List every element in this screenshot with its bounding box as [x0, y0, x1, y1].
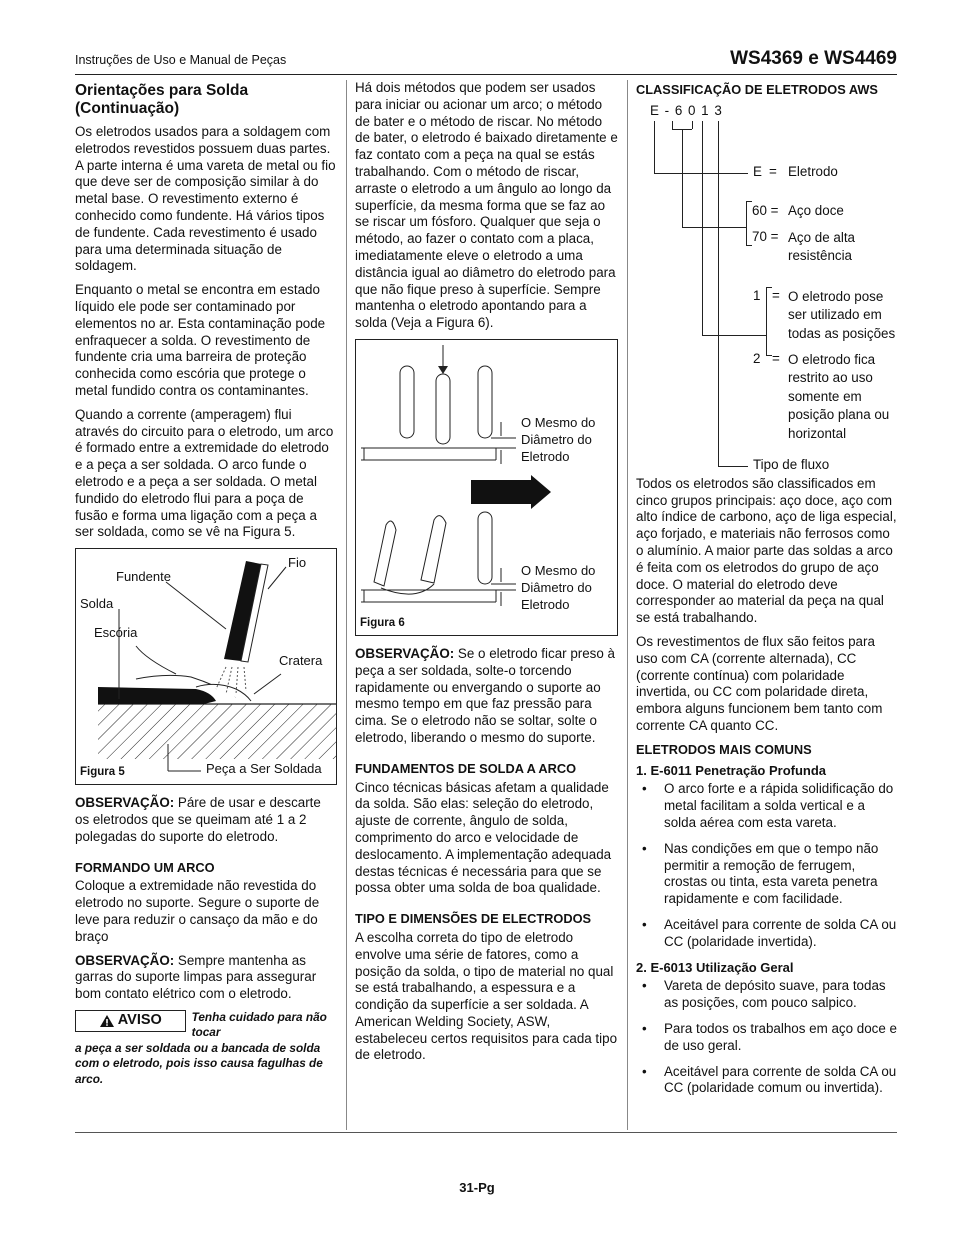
- note-label: OBSERVAÇÃO:: [75, 952, 175, 968]
- bullet-list-6013: [636, 978, 900, 1097]
- aws-key-70: 70 =: [752, 228, 779, 244]
- fig6-label-bottom: O Mesmo do Diâmetro do Eletrodo: [521, 562, 596, 612]
- paragraph: Enquanto o metal se encontra em estado líquido ele pode ser contaminado por elementos no ar. Esta contaminação pode enfraquecer a solda. O revestimento de fundente cria uma barreira de proteção conhecida como escória que protege o metal fundido contra os contaminantes.: [75, 282, 326, 398]
- aws-val-e: Eletrodo: [788, 163, 838, 179]
- section-heading: FUNDAMENTOS DE SOLDA A ARCO: [355, 760, 577, 776]
- aws-val-1: O eletrodo pose ser utilizado em todas as posições: [788, 288, 896, 341]
- footer-rule: [75, 1132, 897, 1133]
- column-divider: [346, 80, 347, 1130]
- aws-code: E - 6 0 1 3: [650, 102, 723, 118]
- list-item: • Vareta de depósito suave, para todas as posições, com pouco salpico.: [636, 978, 900, 1012]
- section-title: Orientações para Solda (Continuação): [75, 82, 249, 117]
- paragraph: Os revestimentos de flux são feitos para uso com CA (corrente alternada), CC (corrente contínua) com polaridade invertida, ou CC com polaridade direta, embora alguns funcionem bem tanto com corrente CA quanto CC.: [636, 633, 883, 733]
- electrode-heading-6011: 1. E-6011 Penetração Profunda: [636, 762, 827, 778]
- note-label: OBSERVAÇÃO:: [355, 645, 455, 661]
- aws-eq: =: [772, 287, 780, 303]
- aws-val-60: Aço doce: [788, 202, 844, 218]
- aws-key-2: 2: [753, 350, 761, 366]
- paragraph: Quando a corrente (amperagem) flui através do circuito para o eletrodo, um arco é formado entre a extremidade do eletrodo e a peça a ser soldada. O arco funde o eletrodo e a peça a ser soldada. O metal fundido do eletrodo flui para a poça de fusão e forma uma ligação com a peça a ser soldada, como se vê na Figura 5.: [75, 406, 334, 540]
- header-rule: [75, 74, 897, 75]
- note-paragraph: [355, 646, 620, 747]
- warning-text-b: a peça a ser soldada ou a bancada de solda com o eletrodo, pois isso causa fagulhas de arco.: [75, 1040, 323, 1086]
- figure-5-caption: Figura 5: [80, 766, 125, 779]
- warning-block: [75, 1010, 337, 1041]
- list-item: • Aceitável para corrente de solda CA ou CC (polaridade comum ou invertida).: [636, 1064, 900, 1098]
- electrode-heading-6013: 2. E-6013 Utilização Geral: [636, 959, 794, 975]
- column-2: [355, 80, 620, 1071]
- paragraph: Coloque a extremidade não revestida do eletrodo no suporte. Segure o suporte de leve para reduzir o cansaço da mão e do braço: [75, 878, 320, 944]
- section-heading: CLASSIFICAÇÃO DE ELETRODOS AWS: [636, 82, 878, 97]
- aws-classification-diagram: [636, 101, 900, 476]
- note-paragraph: [75, 953, 337, 1003]
- note-paragraph: [75, 795, 337, 845]
- fig5-label-escoria: Escória: [94, 625, 138, 641]
- fig5-label-cratera: Cratera: [279, 653, 323, 669]
- aws-eq: =: [772, 350, 780, 366]
- warning-triangle-icon: [99, 1014, 115, 1028]
- warning-text-a: Tenha cuidado para não tocar: [191, 1009, 327, 1040]
- fig5-label-fio: Fio: [288, 555, 307, 571]
- warning-badge: [75, 1010, 186, 1032]
- column-3: [636, 80, 900, 1106]
- paragraph: A escolha correta do tipo de eletrodo envolve uma série de fatores, como a posição da solda, o tipo de material no qual se está trabalhando, a espessura e a condição da superfície a ser soldada. A American Welding Society, ASW, estabeleceu certos requisitos para cada tipo de eletrodo.: [355, 929, 618, 1063]
- list-item: • Nas condições em que o tempo não permitir a remoção de ferrugem, crostas ou tinta, esta vareta penetra rapidamente e com facilidade.: [636, 841, 900, 908]
- fig5-label-solda: Solda: [80, 596, 114, 612]
- list-item: • Para todos os trabalhos em aço doce e de uso geral.: [636, 1021, 900, 1055]
- aws-key-60: 60 =: [752, 202, 779, 218]
- figure-5: [75, 548, 337, 785]
- aws-val-2: O eletrodo fica restrito ao uso somente em posição plana ou horizontal: [788, 351, 890, 441]
- aws-val-70: Aço de alta resistência: [788, 229, 855, 264]
- figure-6-caption: Figura 6: [360, 617, 405, 630]
- warning-badge-label: AVISO: [117, 1012, 162, 1029]
- bullet-list-6011: [636, 781, 900, 950]
- paragraph: Os eletrodos usados para a soldagem com eletrodos revestidos possuem duas partes. A parte interna é uma vareta de metal ou fio que deve ser de composição similar à do metal base. O revestimento externo é conhecido como fundente. Há vários tipos de fundente. Cada revestimento é usado para uma determinada situação de soldagem.: [75, 124, 336, 274]
- list-item: • O arco forte e a rápida solidificação do metal facilitam a solda vertical e a solda aérea com esta vareta.: [636, 781, 900, 831]
- note-label: OBSERVAÇÃO:: [75, 795, 175, 811]
- paragraph: Todos os eletrodos são classificados em cinco grupos principais: aço doce, aço com alto índice de carbono, aço de liga especial, aço forjado, e materiais não ferrosos como o alumínio. A maior parte das soldas a arco é feita com os eletrodos do grupo de aço doce. O material do eletrodo deve corresponder ao material da peça na qual se está trabalhando.: [636, 475, 897, 626]
- column-1: [75, 80, 337, 1087]
- section-heading: TIPO E DIMENSÕES DE ELECTRODOS: [355, 911, 592, 927]
- list-item: • Aceitável para corrente de solda CA ou CC (polaridade invertida).: [636, 917, 900, 951]
- column-divider: [627, 80, 628, 1130]
- section-heading: ELETRODOS MAIS COMUNS: [636, 741, 812, 757]
- header-manual-title: Instruções de Uso e Manual de Peças: [75, 53, 287, 67]
- figure-6: [355, 339, 618, 636]
- paragraph: Cinco técnicas básicas afetam a qualidade da solda. São elas: seleção do eletrodo, ajuste de corrente, ângulo de solda, comprimento do arco e velocidade de deslocamento. A implementação adequada destas técnicas é necessária para que se possa obter uma solda de boa qualidade.: [355, 779, 612, 896]
- page-number: 31-Pg: [459, 1180, 495, 1195]
- fig5-label-fundente: Fundente: [116, 569, 171, 585]
- note-text: Sempre mantenha as garras do suporte limpas para assegurar bom contato elétrico com o eletrodo.: [75, 952, 317, 1002]
- fig6-label-top: O Mesmo do Diâmetro do Eletrodo: [521, 414, 596, 464]
- note-text: Páre de usar e descarte os eletrodos que se queimam até 1 a 2 polegadas do suporte do eletrodo.: [75, 795, 321, 844]
- note-text: Se o eletrodo ficar preso à peça a ser soldada, solte-o torcendo rapidamente ou envergando o suporte ao mesmo tempo em que faz pressão para cima. Se o eletrodo não se soltar, solte o eletrodo, liberando o mesmo do suporte.: [355, 645, 615, 745]
- fig5-label-peca: Peça a Ser Soldada: [206, 761, 322, 777]
- paragraph: Há dois métodos que podem ser usados para iniciar ou acionar um arco; o método de bater e o método de riscar. No método de bater, o eletrodo é baixado diretamente e faz contato com a peça na qual se estás trabalhando. Com o método de riscar, arraste o eletrodo a um ângulo ao longo da superfície, da mesma forma que se faz ao se riscar um fósforo. Qualquer que seja o método, ao fazer o contato com a placa, imediatamente eleve o eletrodo a uma distância igual ao diâmetro do eletrodo para que não fique preso à superfície. Sempre mantenha o eletrodo apontando para a solda (Veja a Figura 6).: [355, 80, 618, 331]
- header-model-title: WS4369 e WS4469: [730, 48, 897, 69]
- section-heading: FORMANDO UM ARCO: [75, 859, 215, 875]
- aws-fluxo: Tipo de fluxo: [753, 456, 830, 472]
- aws-eq: =: [769, 163, 777, 179]
- aws-key-e: E: [753, 163, 762, 179]
- aws-key-1: 1: [753, 287, 761, 303]
